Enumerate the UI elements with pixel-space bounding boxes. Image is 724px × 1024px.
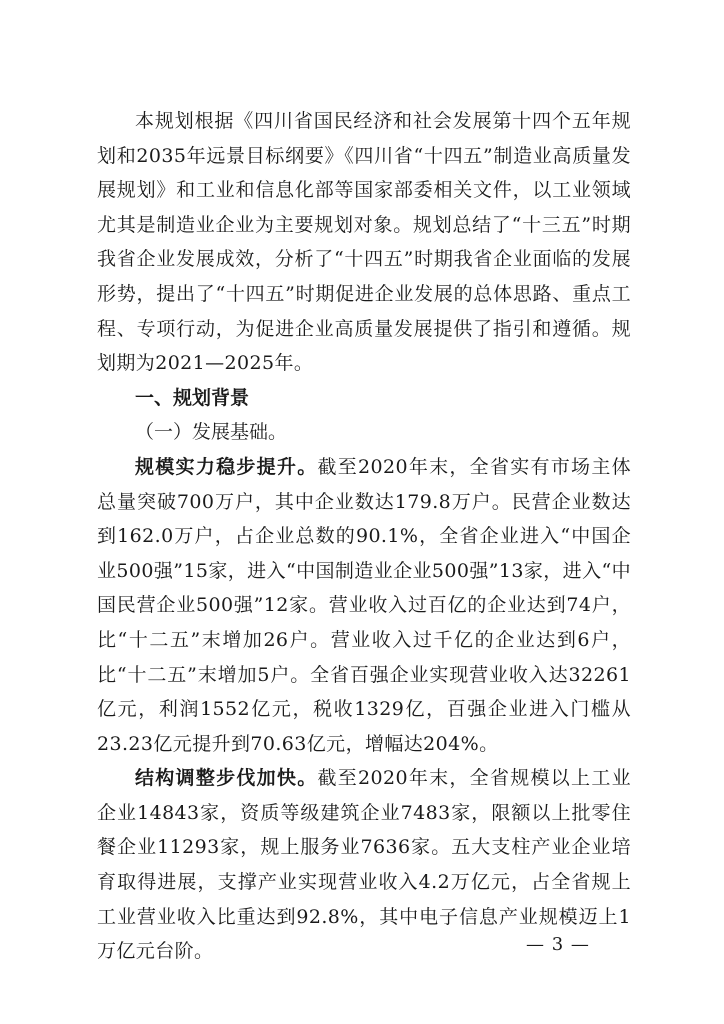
structure-body: 截至2020年末，全省规模以上工业企业14843家，资质等级建筑企业7483家，限额以上批零住餐企业11293家，规上服务业7636家。五大支柱产业企业培育取得进展，支撑产业实现营业收入4.2万亿元，占全省规上工业营业收入比重达到92.8%，其中电子信息产业规模迈上1万亿元台阶。 xyxy=(97,767,632,963)
structure-lead: 结构调整步伐加快。 xyxy=(135,767,318,790)
subsection-heading: （一）发展基础。 xyxy=(135,421,288,444)
scale-paragraph xyxy=(97,450,631,761)
intro-paragraph: 本规划根据《四川省国民经济和社会发展第十四个五年规划和2035年远景目标纲要》《四川省“十四五”制造业高质量发展规划》和工业和信息化部等国家部委相关文件，以工业领域尤其是制造业企业为主要规划对象。规划总结了“十三五”时期我省企业发展成效，分析了“十四五”时期我省企业面临的发展形势，提出了“十四五”时期促进企业发展的总体思路、重点工程、专项行动，为促进企业高质量发展提供了指引和遵循。规划期为2021—2025年。 xyxy=(97,110,631,375)
section-heading: 一、规划背景 xyxy=(135,386,250,409)
scale-lead: 规模实力稳步提升。 xyxy=(135,455,318,478)
document-body xyxy=(97,104,631,969)
scale-body: 截至2020年末，全省实有市场主体总量突破700万户，其中企业数达179.8万户。民营企业数达到162.0万户，占企业总数的90.1%，全省企业进入“中国企业500强”15家，进入“中国制造业企业500强”13家，进入“中国民营企业500强”12家。营业收入过百亿的企业达到74户，比“十二五”末增加26户。营业收入过千亿的企业达到6户，比“十二五”末增加5户。全省百强企业实现营业收入达32261亿元，利润1552亿元，税收1329亿，百强企业进入门槛从23.23亿元提升到70.63亿元，增幅达204%。 xyxy=(97,455,632,755)
page-number: — 3 — xyxy=(526,934,590,955)
